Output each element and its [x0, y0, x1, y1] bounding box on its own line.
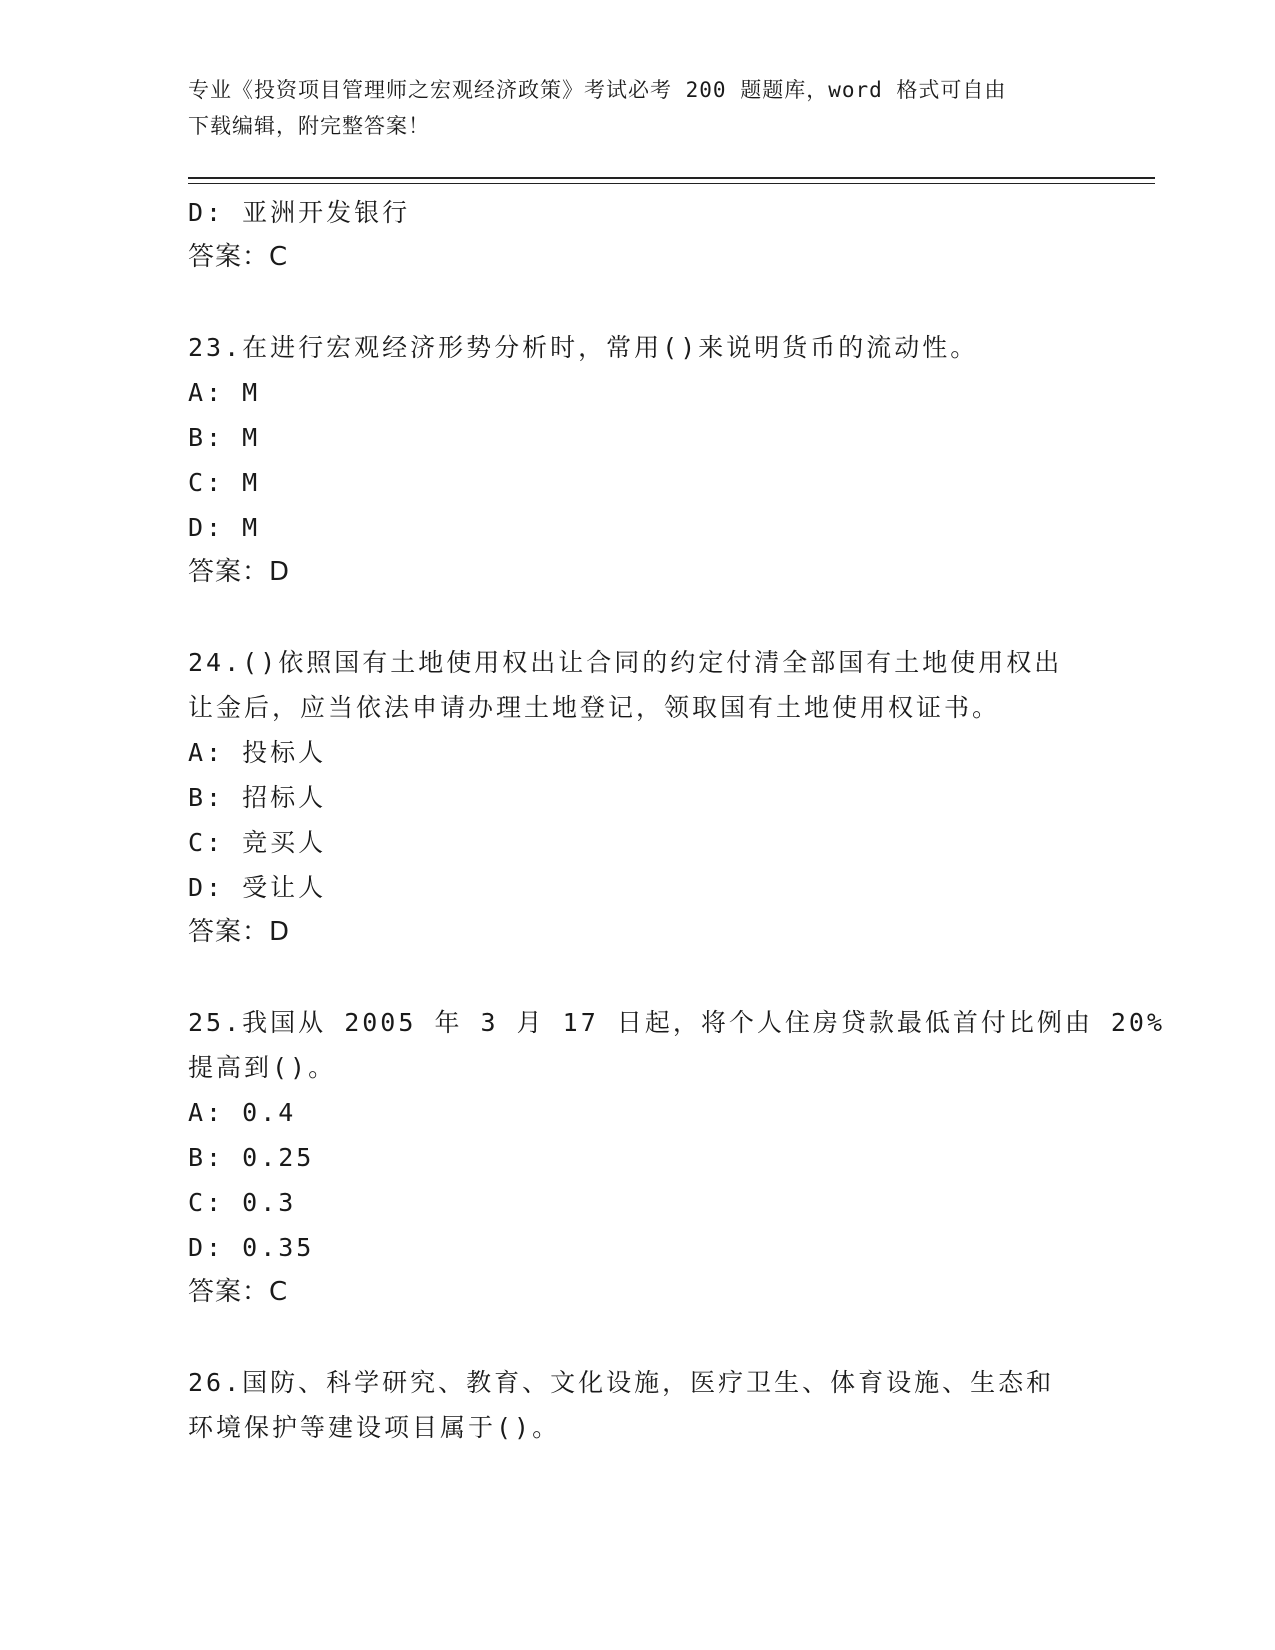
document-header	[188, 72, 1068, 144]
question-stem: 23.在进行宏观经济形势分析时，常用()来说明货币的流动性。	[188, 333, 979, 362]
answer-line: 答案：C	[188, 242, 289, 272]
answer-line: 答案：D	[188, 917, 291, 947]
option-d: D: 受让人	[188, 873, 327, 902]
option-b: B: M	[188, 423, 261, 452]
option-c: C: 竞买人	[188, 828, 327, 857]
question-26	[188, 1360, 1088, 1450]
header-divider-thick	[188, 177, 1155, 179]
header-line-1: 专业《投资项目管理师之宏观经济政策》考试必考 200 题题库，word 格式可自由	[188, 78, 1007, 102]
option-b: B: 0.25	[188, 1143, 315, 1172]
question-stem-line-2: 让金后，应当依法申请办理土地登记，领取国有土地使用权证书。	[188, 693, 1001, 722]
question-stem-line-1: 26.国防、科学研究、教育、文化设施，医疗卫生、体育设施、生态和	[188, 1368, 1055, 1397]
header-line-2: 下载编辑，附完整答案！	[188, 114, 430, 138]
option-d: D: M	[188, 513, 261, 542]
option-d: D: 0.35	[188, 1233, 315, 1262]
option-b: B: 招标人	[188, 783, 327, 812]
answer-line: 答案：C	[188, 1277, 289, 1307]
option-d: D: 亚洲开发银行	[188, 198, 411, 227]
spacer	[188, 955, 1088, 1000]
option-c: C: 0.3	[188, 1188, 297, 1217]
question-stem-line-1: 24.()依照国有土地使用权出让合同的约定付清全部国有土地使用权出	[188, 648, 1063, 677]
option-c: C: M	[188, 468, 261, 497]
answer-line: 答案：D	[188, 557, 291, 587]
option-a: A: 0.4	[188, 1098, 297, 1127]
option-a: A: M	[188, 378, 261, 407]
question-list	[188, 190, 1166, 1450]
spacer	[188, 280, 1088, 325]
option-a: A: 投标人	[188, 738, 327, 767]
question-stem-line-1: 25.我国从 2005 年 3 月 17 日起，将个人住房贷款最低首付比例由 20%	[188, 1008, 1166, 1037]
question-stem-line-2: 环境保护等建设项目属于()。	[188, 1413, 561, 1442]
question-25	[188, 1000, 1166, 1315]
spacer	[188, 1315, 1088, 1360]
question-stem-line-2: 提高到()。	[188, 1053, 337, 1082]
question-23	[188, 325, 1088, 595]
header-divider-thin	[188, 183, 1155, 184]
question-24	[188, 640, 1088, 955]
spacer	[188, 595, 1088, 640]
